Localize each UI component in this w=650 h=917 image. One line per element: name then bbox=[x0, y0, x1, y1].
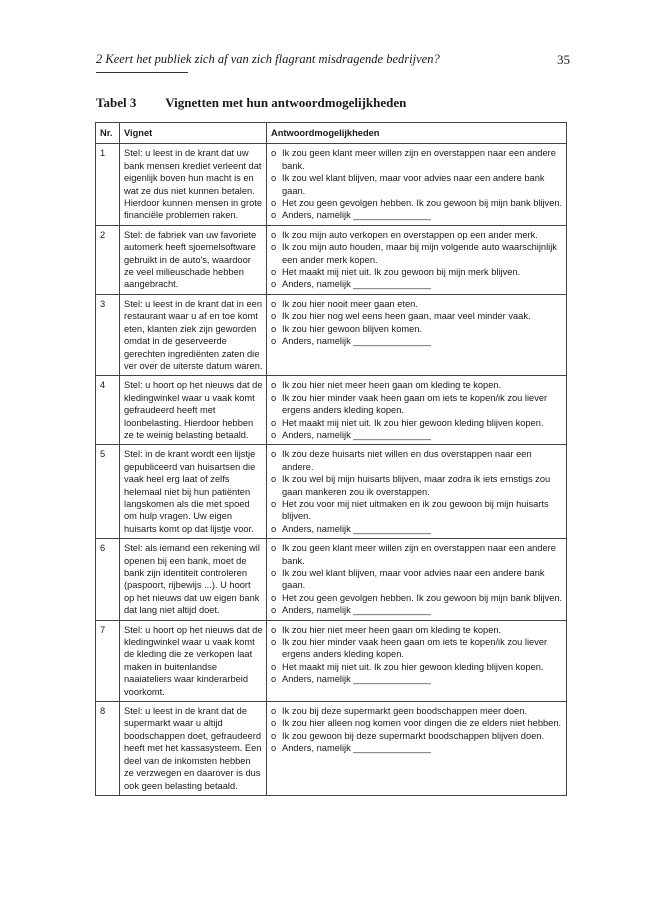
answer-option-text: Het maakt mij niet uit. Ik zou hier gewoon kleding blijven kopen. bbox=[282, 417, 544, 428]
answer-option bbox=[271, 197, 563, 209]
bullet-icon: o bbox=[271, 311, 277, 322]
answer-option bbox=[271, 742, 563, 754]
bullet-icon: o bbox=[271, 392, 277, 403]
answer-options-cell bbox=[267, 376, 567, 445]
answer-option-text: Ik zou geen klant meer willen zijn en overstappen naar een andere bank. bbox=[282, 543, 556, 566]
table-label: Tabel 3 bbox=[96, 95, 137, 110]
answer-option bbox=[271, 172, 563, 197]
answer-option-text: Het zou voor mij niet uitmaken en ik zou gewoon bij mijn huisarts blijven. bbox=[282, 498, 549, 522]
answer-option bbox=[271, 266, 563, 278]
answer-option bbox=[271, 448, 563, 473]
answer-option bbox=[271, 241, 563, 266]
answer-option-text: Ik zou mijn auto verkopen en overstappen op een ander merk. bbox=[282, 229, 538, 240]
answer-option-text: Ik zou wel klant blijven, maar voor advies naar een andere bank gaan. bbox=[282, 568, 545, 591]
answer-option bbox=[271, 473, 563, 498]
answer-option bbox=[271, 429, 563, 441]
table-header-row bbox=[96, 123, 567, 144]
answer-option bbox=[271, 523, 563, 535]
answer-option bbox=[271, 636, 563, 661]
answer-option-text: Anders, namelijk _______________ bbox=[282, 743, 431, 754]
row-number: 6 bbox=[96, 539, 120, 620]
bullet-icon: o bbox=[271, 267, 277, 278]
answer-option bbox=[271, 298, 563, 310]
answer-option-text: Ik zou wel klant blijven, maar voor advies naar een andere bank gaan. bbox=[282, 173, 545, 196]
bullet-icon: o bbox=[271, 661, 277, 672]
answer-option bbox=[271, 379, 563, 391]
table-row bbox=[96, 144, 567, 225]
answer-option bbox=[271, 673, 563, 685]
answer-options-cell bbox=[267, 225, 567, 294]
bullet-icon: o bbox=[271, 718, 277, 729]
answer-option bbox=[271, 229, 563, 241]
answer-option-text: Anders, namelijk _______________ bbox=[282, 336, 431, 347]
answer-option bbox=[271, 717, 563, 729]
table-row bbox=[96, 620, 567, 701]
vignet-text: Stel: in de krant wordt een lijstje gepubliceerd van huisartsen die vaak heel erg laat of zelfs helemaal niet bij hun patiënten langskomen als die met spoed om hulp vragen. Uw eigen huisarts komt op dat lijstje voor. bbox=[120, 445, 267, 539]
bullet-icon: o bbox=[271, 543, 277, 554]
answer-option bbox=[271, 624, 563, 636]
answer-option bbox=[271, 705, 563, 717]
answer-option-text: Ik zou bij deze supermarkt geen boodschappen meer doen. bbox=[282, 706, 527, 717]
answer-option-text: Ik zou hier minder vaak heen gaan om iets te kopen/ik zou liever ergens anders kleding kopen. bbox=[282, 392, 548, 416]
row-number: 7 bbox=[96, 620, 120, 701]
vignet-text: Stel: als iemand een rekening wil openen bij een bank, moet de bank zijn identiteit controleren (paspoort, rijbewijs ...). U hoort op het nieuws dat uw eigen bank dat lang niet altijd doet. bbox=[120, 539, 267, 620]
bullet-icon: o bbox=[271, 298, 277, 309]
header-rule bbox=[96, 72, 188, 73]
answer-option-text: Anders, namelijk _______________ bbox=[282, 429, 431, 440]
answer-options-cell bbox=[267, 144, 567, 225]
answer-options-cell bbox=[267, 445, 567, 539]
table-row bbox=[96, 445, 567, 539]
bullet-icon: o bbox=[271, 568, 277, 578]
bullet-icon: o bbox=[271, 706, 277, 717]
bullet-icon: o bbox=[271, 229, 277, 240]
bullet-icon: o bbox=[271, 730, 277, 741]
answer-option-text: Ik zou hier alleen nog komen voor dingen die ze elders niet hebben. bbox=[282, 718, 562, 729]
answer-options-list bbox=[271, 448, 563, 535]
answer-option bbox=[271, 661, 563, 673]
bullet-icon: o bbox=[271, 380, 277, 391]
running-header bbox=[96, 50, 570, 70]
answer-options-cell bbox=[267, 539, 567, 620]
row-number: 4 bbox=[96, 376, 120, 445]
answer-option-text: Het zou geen gevolgen hebben. Ik zou gewoon bij mijn bank blijven. bbox=[282, 592, 563, 603]
answer-options-cell bbox=[267, 702, 567, 796]
answer-option bbox=[271, 209, 563, 221]
answer-option-text: Anders, namelijk _______________ bbox=[282, 523, 431, 534]
answer-option-text: Ik zou hier nog wel eens heen gaan, maar veel minder vaak. bbox=[282, 311, 531, 322]
table-body bbox=[96, 144, 567, 796]
bullet-icon: o bbox=[271, 429, 277, 440]
answer-options-list bbox=[271, 229, 563, 291]
bullet-icon: o bbox=[271, 279, 277, 290]
bullet-icon: o bbox=[271, 449, 277, 460]
table-title: Vignetten met hun antwoordmogelijkheden bbox=[165, 95, 407, 110]
answer-option-text: Ik zou hier nooit meer gaan eten. bbox=[282, 298, 418, 309]
bullet-icon: o bbox=[271, 743, 277, 754]
answer-option-text: Ik zou geen klant meer willen zijn en overstappen naar een andere bank. bbox=[282, 148, 556, 171]
answer-option-text: Anders, namelijk _______________ bbox=[282, 279, 431, 290]
answer-option bbox=[271, 604, 563, 616]
vignet-text: Stel: u hoort op het nieuws dat de kledingwinkel waar u vaak komt de kleding die ze verkopen laat maken in buitenlandse naaiateliers waar kinderarbeid voorkomt. bbox=[120, 620, 267, 701]
answer-option-text: Ik zou hier gewoon blijven komen. bbox=[282, 323, 423, 334]
answer-options-list bbox=[271, 147, 563, 221]
bullet-icon: o bbox=[271, 198, 277, 209]
answer-option bbox=[271, 417, 563, 429]
vignet-text: Stel: u hoort op het nieuws dat de kledingwinkel waar u vaak komt gefraudeerd heeft met loonbelasting. Hierdoor hebben ze te weinig belasting betaald. bbox=[120, 376, 267, 445]
answer-option bbox=[271, 592, 563, 604]
table-row bbox=[96, 702, 567, 796]
row-number: 8 bbox=[96, 702, 120, 796]
answer-option bbox=[271, 498, 563, 523]
column-header-nr: Nr. bbox=[96, 123, 120, 144]
table-row bbox=[96, 294, 567, 375]
answer-option-text: Anders, namelijk _______________ bbox=[282, 605, 431, 616]
answer-option bbox=[271, 567, 563, 592]
answer-options-list bbox=[271, 705, 563, 755]
answer-option-text: Het maakt mij niet uit. Ik zou hier gewoon kleding blijven kopen. bbox=[282, 661, 544, 672]
answer-option bbox=[271, 278, 563, 290]
bullet-icon: o bbox=[271, 173, 277, 184]
answer-option-text: Het maakt mij niet uit. Ik zou gewoon bij mijn merk blijven. bbox=[282, 267, 521, 278]
column-header-answers: Antwoordmogelijkheden bbox=[267, 123, 567, 144]
answer-option-text: Ik zou mijn auto houden, maar bij mijn volgende auto waarschijnlijk een ander merk kopen. bbox=[282, 242, 557, 265]
bullet-icon: o bbox=[271, 323, 277, 334]
bullet-icon: o bbox=[271, 523, 277, 534]
answer-option-text: Anders, namelijk _______________ bbox=[282, 210, 431, 221]
bullet-icon: o bbox=[271, 605, 277, 616]
answer-options-list bbox=[271, 298, 563, 348]
answer-options-list bbox=[271, 624, 563, 686]
bullet-icon: o bbox=[271, 674, 277, 685]
row-number: 3 bbox=[96, 294, 120, 375]
answer-option bbox=[271, 323, 563, 335]
row-number: 1 bbox=[96, 144, 120, 225]
vignet-text: Stel: u leest in de krant dat in een restaurant waar u af en toe komt eten, klanten ziek zijn geworden omdat in de geserveerde gerechten ingrediënten zaten die ver over de uiterste datum waren. bbox=[120, 294, 267, 375]
running-title: 2 Keert het publiek zich af van zich flagrant misdragende bedrijven? bbox=[96, 52, 440, 66]
answer-options-list bbox=[271, 542, 563, 616]
bullet-icon: o bbox=[271, 474, 277, 485]
table-row bbox=[96, 225, 567, 294]
bullet-icon: o bbox=[271, 148, 277, 159]
answer-option-text: Ik zou deze huisarts niet willen en dus overstappen naar een andere. bbox=[282, 449, 532, 472]
answer-option bbox=[271, 730, 563, 742]
table-row bbox=[96, 376, 567, 445]
answer-option bbox=[271, 147, 563, 172]
answer-option bbox=[271, 335, 563, 347]
bullet-icon: o bbox=[271, 336, 277, 347]
answer-option-text: Ik zou hier niet meer heen gaan om kleding te kopen. bbox=[282, 380, 502, 391]
answer-option-text: Ik zou gewoon bij deze supermarkt boodschappen blijven doen. bbox=[282, 730, 545, 741]
answer-option bbox=[271, 392, 563, 417]
bullet-icon: o bbox=[271, 242, 277, 253]
vignet-text: Stel: u leest in de krant dat de supermarkt waar u altijd boodschappen doet, gefraudeerd heeft met het kassasysteem. Een deel van de inkomsten hebben ze verzwegen en daarover is dus ook geen belasting betaald. bbox=[120, 702, 267, 796]
answer-option-text: Het zou geen gevolgen hebben. Ik zou gewoon bij mijn bank blijven. bbox=[282, 198, 563, 209]
answer-options-cell bbox=[267, 294, 567, 375]
bullet-icon: o bbox=[271, 624, 277, 635]
column-header-vignet: Vignet bbox=[120, 123, 267, 144]
answer-option-text: Ik zou hier niet meer heen gaan om kleding te kopen. bbox=[282, 624, 502, 635]
answer-option-text: Anders, namelijk _______________ bbox=[282, 674, 431, 685]
vignet-text: Stel: u leest in de krant dat uw bank mensen krediet verleent dat eigenlijk boven hun macht is en wat ze dus niet kunnen betalen. Hierdoor kunnen mensen in grote financiële problemen raken. bbox=[120, 144, 267, 225]
vignet-text: Stel: de fabriek van uw favoriete automerk heeft sjoemelsoftware gebruikt in de auto's, waardoor ze veel milieuschade hebben aangebracht. bbox=[120, 225, 267, 294]
answer-option-text: Ik zou hier minder vaak heen gaan om iets te kopen/ik zou liever ergens anders kleding kopen. bbox=[282, 637, 548, 660]
bullet-icon: o bbox=[271, 637, 277, 648]
bullet-icon: o bbox=[271, 592, 277, 603]
bullet-icon: o bbox=[271, 498, 277, 509]
bullet-icon: o bbox=[271, 417, 277, 428]
vignettes-table bbox=[95, 122, 567, 796]
answer-option bbox=[271, 310, 563, 322]
table-row bbox=[96, 539, 567, 620]
answer-options-list bbox=[271, 379, 563, 441]
table-caption bbox=[96, 95, 406, 111]
answer-options-cell bbox=[267, 620, 567, 701]
answer-option bbox=[271, 542, 563, 567]
bullet-icon: o bbox=[271, 210, 277, 221]
row-number: 5 bbox=[96, 445, 120, 539]
row-number: 2 bbox=[96, 225, 120, 294]
answer-option-text: Ik zou wel bij mijn huisarts blijven, maar zodra ik iets ernstigs zou gaan mankeren zou ik overstappen. bbox=[282, 474, 551, 497]
page-number: 35 bbox=[557, 52, 570, 67]
